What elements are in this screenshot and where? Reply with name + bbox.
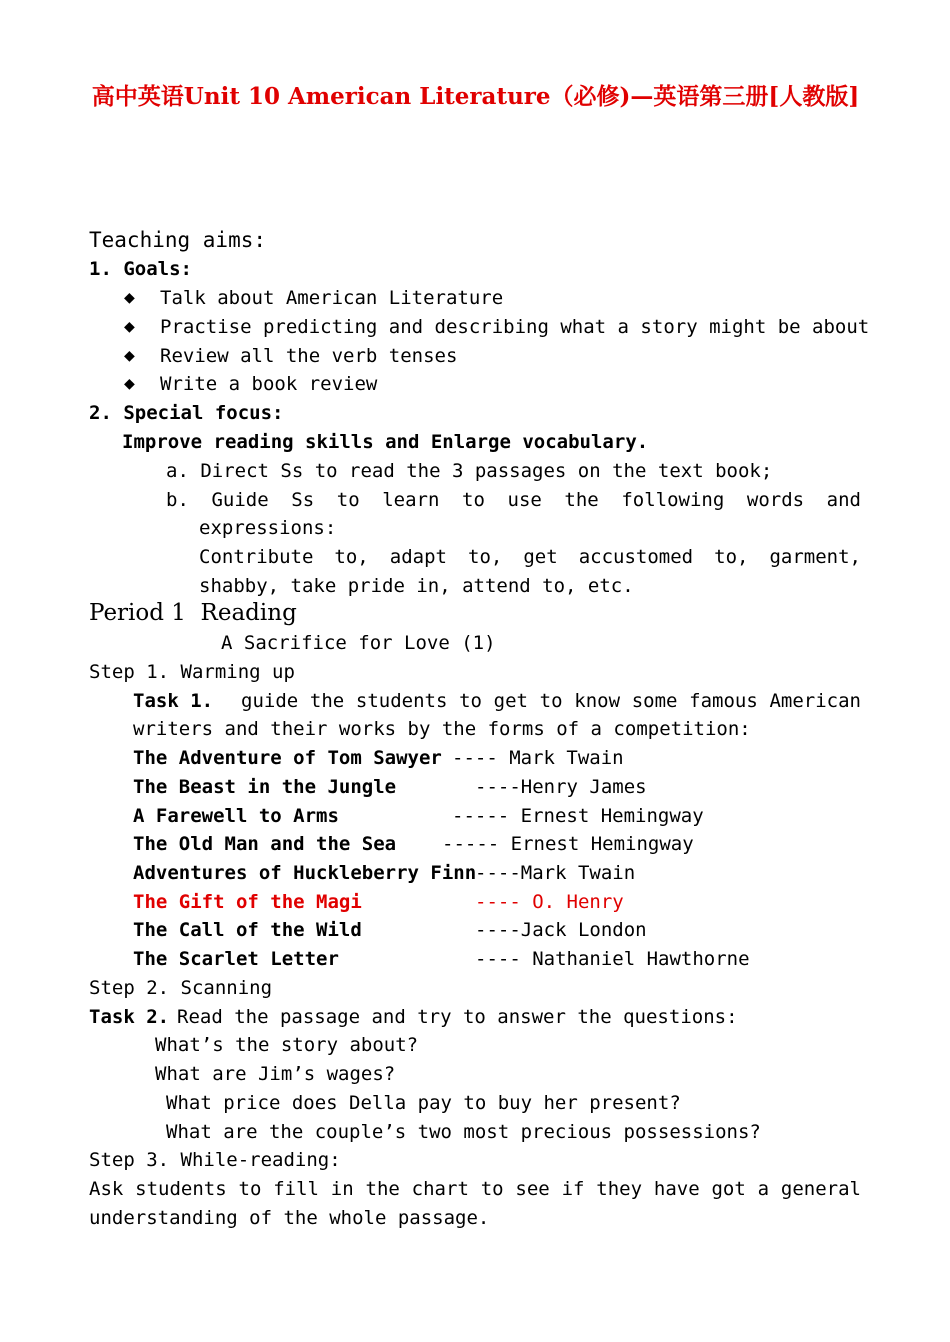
period-heading: Period 1 Reading xyxy=(89,600,297,626)
work-title: Adventures of Huckleberry Finn xyxy=(133,862,477,884)
work-author: ----Henry James xyxy=(475,776,647,798)
question-item: What’s the story about? xyxy=(155,1034,419,1056)
step2-label: Step 2. Scanning xyxy=(89,977,273,999)
work-author: ----- Ernest Hemingway xyxy=(452,805,704,827)
step3-text-cont: understanding of the whole passage. xyxy=(89,1207,490,1229)
work-author: ---- Mark Twain xyxy=(452,747,624,769)
diamond-bullet-icon: ◆ xyxy=(124,287,135,308)
focus-item-a: a. Direct Ss to read the 3 passages on the text book; xyxy=(166,460,773,482)
work-title: The Scarlet Letter xyxy=(133,948,339,970)
work-author: ---- Nathaniel Hawthorne xyxy=(475,948,750,970)
goal-item: Write a book review xyxy=(160,373,378,395)
focus-item-b-cont: expressions: xyxy=(199,517,337,539)
work-title: The Call of the Wild xyxy=(133,919,362,941)
step3-text: Ask students to fill in the chart to see if they have got a general xyxy=(89,1178,861,1200)
task2-label: Task 2. xyxy=(89,1006,170,1028)
step1-label: Step 1. Warming up xyxy=(89,661,295,683)
focus-item-b: b. Guide Ss to learn to use the following words and xyxy=(166,489,861,511)
task2-text: Read the passage and try to answer the questions: xyxy=(177,1006,738,1028)
work-author: ----- Ernest Hemingway xyxy=(442,833,694,855)
goal-item: Talk about American Literature xyxy=(160,287,504,309)
goal-item: Review all the verb tenses xyxy=(160,345,458,367)
work-author: ----Mark Twain xyxy=(475,862,636,884)
work-title: A Farewell to Arms xyxy=(133,805,339,827)
step3-label: Step 3. While-reading: xyxy=(89,1149,341,1171)
document-title: 高中英语Unit 10 American Literature（必修)—英语第三册[人教版] xyxy=(91,83,860,110)
work-author: ----Jack London xyxy=(475,919,647,941)
diamond-bullet-icon: ◆ xyxy=(124,345,135,366)
work-title: The Old Man and the Sea xyxy=(133,833,397,855)
special-focus-heading: 2. Special focus: xyxy=(89,402,284,424)
work-title: The Beast in the Jungle xyxy=(133,776,397,798)
goal-item: Practise predicting and describing what a story might be about xyxy=(160,316,870,338)
diamond-bullet-icon: ◆ xyxy=(124,316,135,337)
task1-text: guide the students to get to know some famous American xyxy=(241,690,861,712)
work-author-highlighted: ---- O. Henry xyxy=(475,891,624,913)
diamond-bullet-icon: ◆ xyxy=(124,373,135,394)
work-title: The Adventure of Tom Sawyer xyxy=(133,747,442,769)
focus-word-list: Contribute to, adapt to, get accustomed to, garment, xyxy=(199,546,861,568)
teaching-aims-heading: Teaching aims: xyxy=(89,228,267,252)
work-title-highlighted: The Gift of the Magi xyxy=(133,891,362,913)
question-item: What are the couple’s two most precious possessions? xyxy=(166,1121,761,1143)
task1-text-cont: writers and their works by the forms of a competition: xyxy=(133,718,751,740)
question-item: What price does Della pay to buy her present? xyxy=(166,1092,681,1114)
period-subtitle: A Sacrifice for Love (1) xyxy=(221,632,496,654)
special-focus-subheading: Improve reading skills and Enlarge vocabulary. xyxy=(122,431,649,453)
goals-heading: 1. Goals: xyxy=(89,258,192,280)
question-item: What are Jim’s wages? xyxy=(155,1063,396,1085)
task1-label: Task 1. xyxy=(133,690,214,712)
focus-word-list-cont: shabby, take pride in, attend to, etc. xyxy=(199,575,634,597)
